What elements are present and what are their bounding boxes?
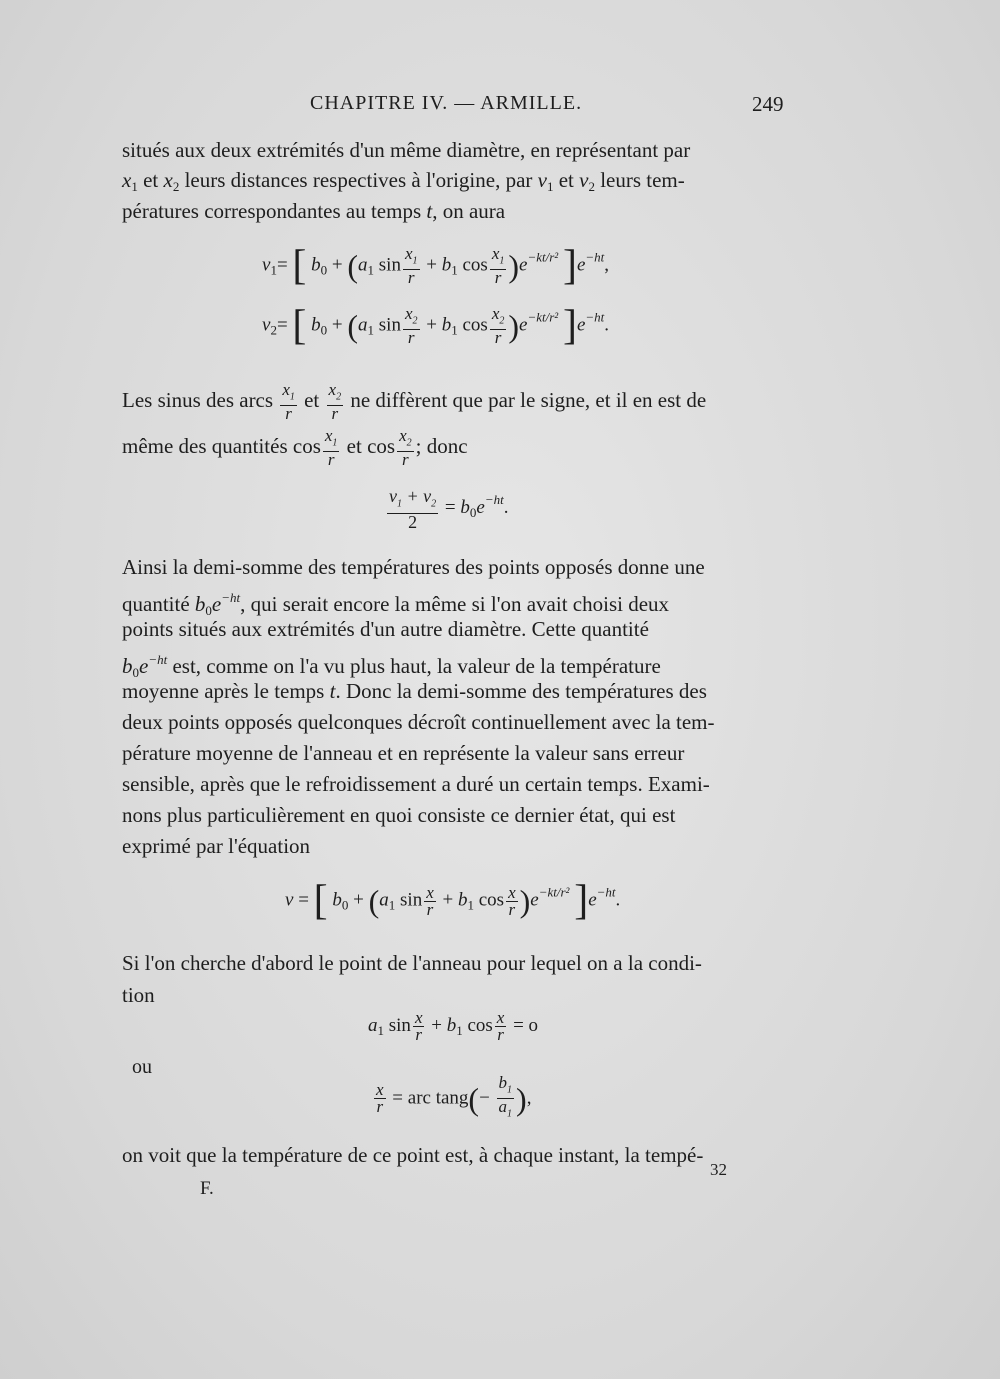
text-line: Ainsi la demi-somme des températures des points opposés donne une: [122, 555, 705, 579]
text-line: nons plus particulièrement en quoi consiste ce dernier état, qui est: [122, 803, 676, 827]
equation-v: v = [ $b_0 + (a_1$ sin $\frac{x}{r}$ + $b_1$ cos $\frac{x}{r}$ )$e^{-kt/r^2}$ ]$e^{-ht}$.: [285, 878, 621, 924]
equation-mean: $\frac{v_1 + v_2}{2}$ = $b_0e^{-ht}$.: [389, 486, 509, 532]
text-line: points situés aux extrémités d'un autre diamètre. Cette quantité: [122, 617, 649, 641]
equation-v2: $v_2=$ [ $b_0 + (a_1$ sin $\frac{x_2}{r}$ + $b_1$ cos $\frac{x_2}{r}$ )$e^{-kt/r^2}$ ]$e^{-ht}$.: [262, 303, 610, 349]
text-line: $b_0e^{-ht}$ est, comme on l'a vu plus haut, la valeur de la température: [122, 652, 661, 680]
equation-arctan: $\frac{x}{r}$ = arc tang(− $\frac{b_1}{a_1}$ ),: [376, 1073, 532, 1120]
sheet-number: 32: [710, 1160, 727, 1179]
text-line: pératures correspondantes au temps t, on aura: [122, 199, 506, 223]
text-ou: ou: [132, 1056, 152, 1078]
text-line: situés aux deux extrémités d'un même diamètre, en représentant par: [122, 138, 691, 162]
equation-condition: $a_1$ sin $\frac{x}{r}$ + $b_1$ cos $\frac{x}{r}$ = o: [368, 1008, 539, 1044]
running-header: CHAPITRE IV. — ARMILLE.: [310, 92, 583, 114]
text-line: quantité $b_0e^{-ht}$, qui serait encore la même si l'on avait choisi deux: [122, 590, 670, 618]
equation-v1: $v_1=$ [ $b_0 + (a_1$ sin $\frac{x_1}{r}$ + $b_1$ cos $\frac{x_1}{r}$ )$e^{-kt/r^2}$ ]$e^{-ht}$,: [262, 243, 610, 289]
text-line: tion: [122, 983, 155, 1007]
text-line: deux points opposés quelconques décroît continuellement avec la tem-: [122, 710, 715, 734]
text-line: pérature moyenne de l'anneau et en représente la valeur sans erreur: [122, 741, 685, 765]
page-number: 249: [752, 92, 784, 116]
text-line: sensible, après que le refroidissement a duré un certain temps. Exami-: [122, 772, 710, 796]
text-line: Les sinus des arcs $\frac{x_1}{r}$ et $\frac{x_2}{r}$ ne diffèrent que par le signe, et il en est de: [122, 380, 707, 424]
text-line: même des quantités cos $\frac{x_1}{r}$ et cos $\frac{x_2}{r}$ ; donc: [122, 426, 468, 470]
text-line: $x_1$ et $x_2$ leurs distances respectives à l'origine, par $v_1$ et $v_2$ leurs tem-: [122, 168, 685, 194]
text-line: on voit que la température de ce point est, à chaque instant, la tempé-: [122, 1143, 704, 1167]
text-line: exprimé par l'équation: [122, 834, 311, 858]
signature-mark: F.: [200, 1178, 214, 1199]
text-line: Si l'on cherche d'abord le point de l'anneau pour lequel on a la condi-: [122, 951, 702, 975]
text-line: moyenne après le temps t. Donc la demi-somme des températures des: [122, 679, 707, 703]
